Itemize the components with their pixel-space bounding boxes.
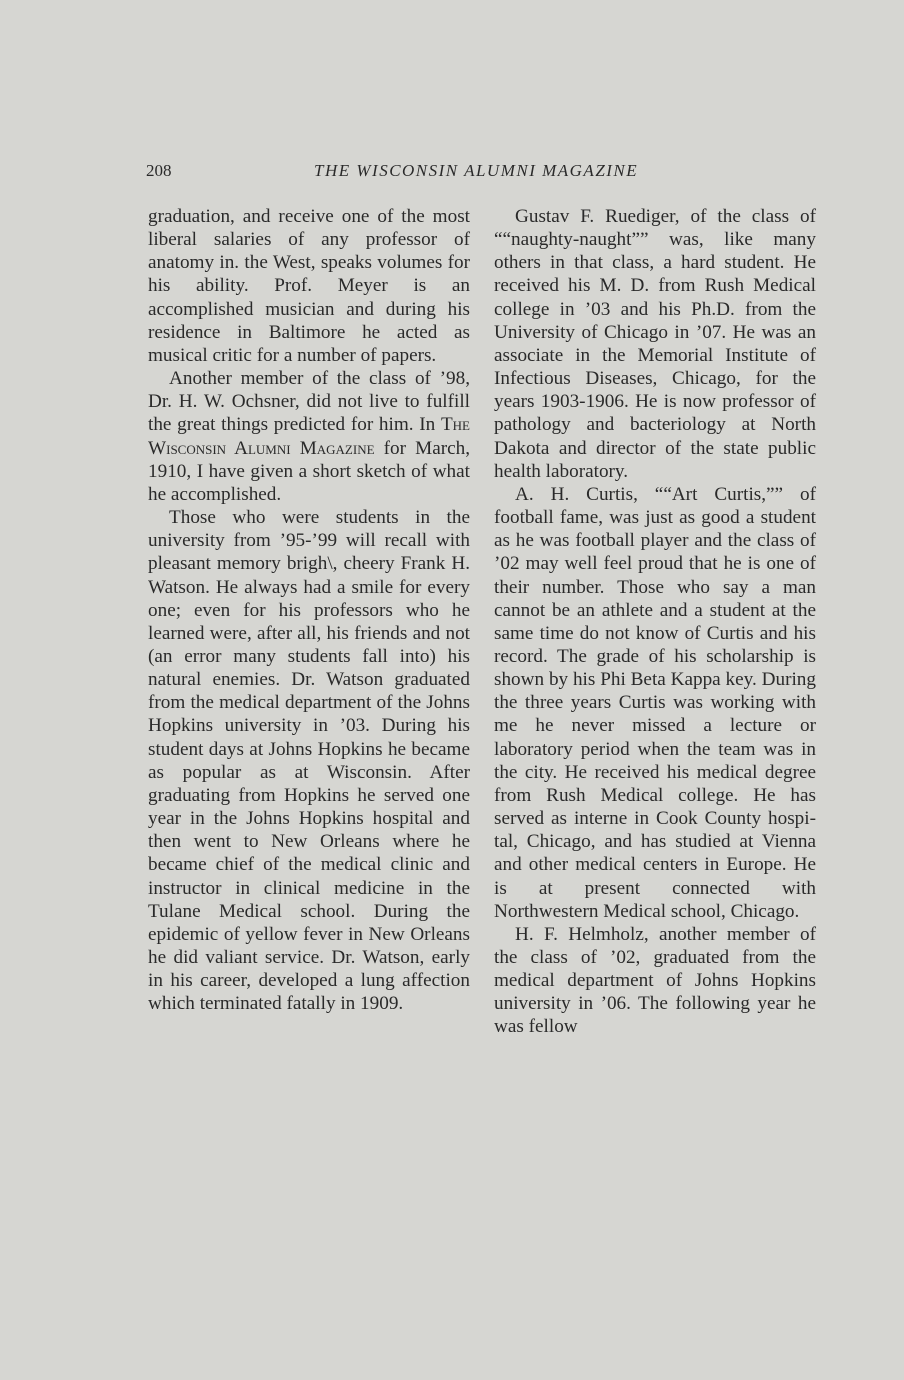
paragraph: H. F. Helmholz, another member of the class of ’02, graduated from the medical department of Johns Hopkins university in ’06. The following year he was fellow	[494, 923, 816, 1038]
paragraph: A. H. Curtis, ““Art Curtis,”” of football fame, was just as good a student as he was football player and the class of ’02 may well feel proud that he is one of their number. Those who say a man cannot be an athlete and a student at the same time do not know of Curtis and his record. The grade of his scholarship is shown by his Phi Beta Kappa key. During the three years Curtis was working with me he never missed a lecture or laboratory period when the team was in the city. He received his medical degree from Rush Medical college. He has served as interne in Cook County hospital, Chicago, and has studied at Vienna and other medical centers in Europe. He is at present connected with Northwestern Medical school, Chicago.	[494, 483, 816, 922]
paragraph	[148, 367, 470, 506]
paragraph: graduation, and receive one of the most liberal salaries of any professor of anatomy in. the West, speaks volumes for his ability. Prof. Meyer is an accomplished musician and during his residence in Baltimore he acted as musical critic for a number of papers.	[148, 206, 470, 366]
left-column	[148, 205, 470, 1015]
running-title: THE WISCONSIN ALUMNI MAGAZINE	[314, 161, 639, 180]
page-header	[146, 161, 816, 185]
paragraph: Those who were students in the university from ’95-’99 will recall with pleasant memory brigh\, cheery Frank H. Watson. He always had a smile for every one; even for his professors who he learned were, after all, his friends and not (an error many students fall into) his natural enemies. Dr. Watson graduated from the medical department of the Johns Hopkins university in ’03. During his student days at Johns Hopkins he became as popular as at Wisconsin. After graduating from Hopkins he served one year in the Johns Hopkins hospital and then went to New Orleans where he became chief of the medical clinic and instructor in clinical medicine in the Tulane Medical school. During the epidemic of yellow fever in New Orleans he did valiant service. Dr. Watson, early in his career, developed a lung affection which terminated fatally in 1909.	[148, 507, 470, 1015]
paragraph-text: for March, 1910, I have given a short sketch of what he accomplished.	[148, 437, 471, 505]
right-column	[494, 205, 816, 1039]
paragraph: Gustav F. Ruediger, of the class of ““naughty-naught”” was, like many others in that class, a hard student. He received his M. D. from Rush Medical college in ’03 and his Ph.D. from the University of Chicago in ’07. He was an associate in the Memorial Institute of Infectious Diseases, Chicago, for the years 1903-1906. He is now professor of pathology and bacteriology at North Dakota and director of the state public health laboratory.	[494, 206, 816, 482]
magazine-title: The Wisconsin Alumni Magazine	[148, 414, 470, 459]
paragraph-text: Another member of the class of ’98, Dr. H. W. Ochsner, did not live to fulfill the great things predicted for him. In	[148, 368, 470, 436]
page-number: 208	[146, 161, 172, 180]
